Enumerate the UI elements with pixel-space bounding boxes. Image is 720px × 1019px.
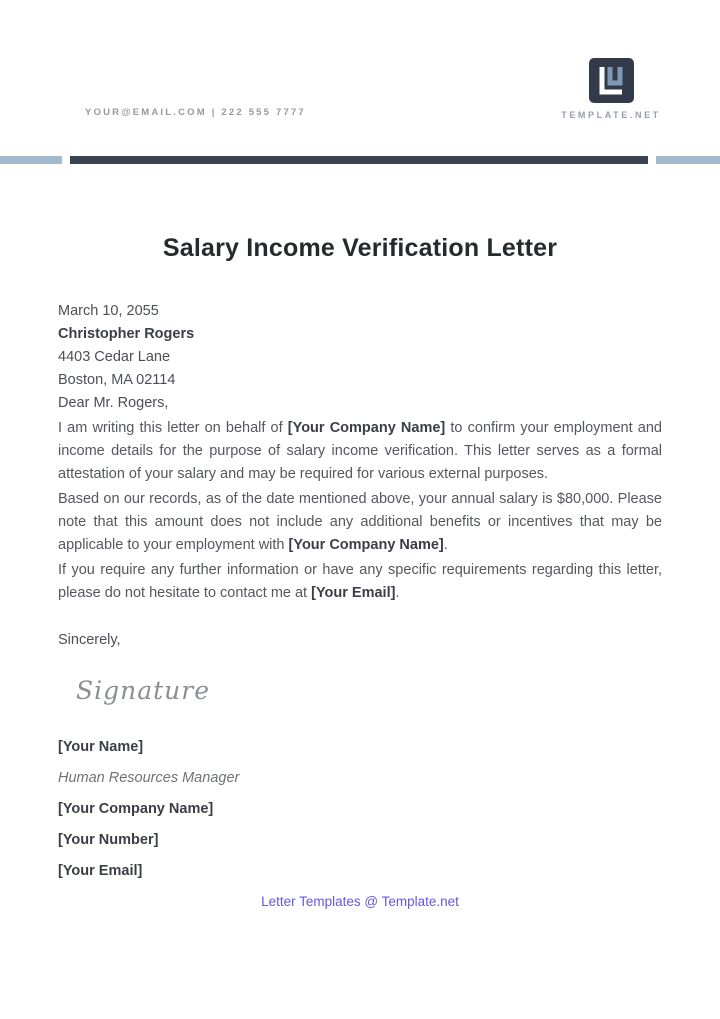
page-footer: [58, 890, 662, 914]
divider-gap: [62, 156, 70, 164]
salutation: Dear Mr. Rogers,: [58, 395, 169, 411]
signer-name: [Your Name]: [58, 739, 144, 755]
letter-date: March 10, 2055: [58, 303, 159, 319]
brand-name: TEMPLATE.NET: [561, 110, 661, 120]
contact-info: YOUR@EMAIL.COM | 222 555 7777: [85, 107, 306, 118]
letter-paragraph: I am writing this letter on behalf of [Your Company Name] to confirm your employment and income details for the purpose of salary income verification. This letter serves as a formal attestation of your salary and may be required for various external purposes.: [58, 420, 662, 482]
footer-link[interactable]: Letter Templates @ Template.net: [261, 894, 459, 909]
divider-segment-light-right: [656, 156, 720, 164]
signature-block: [58, 736, 662, 883]
signer-title: Human Resources Manager: [58, 770, 240, 786]
recipient-address-line2: Boston, MA 02114: [58, 372, 176, 388]
signature-script: Signature: [76, 676, 211, 705]
divider-segment-dark: [70, 156, 648, 164]
divider-gap: [648, 156, 656, 164]
recipient-address-line1: 4403 Cedar Lane: [58, 349, 171, 365]
letterhead: [0, 0, 720, 120]
divider-bar: [0, 156, 720, 164]
signer-company: [Your Company Name]: [58, 801, 214, 817]
letter-paragraph: If you require any further information or have any specific requirements regarding this letter, please do not hesitate to contact me at [Your Email].: [58, 562, 662, 601]
divider-segment-light-left: [0, 156, 62, 164]
template-net-logo-icon: [589, 58, 634, 103]
letter-body: [0, 300, 720, 914]
letter-title: Salary Income Verification Letter: [162, 234, 558, 262]
signer-number: [Your Number]: [58, 832, 159, 848]
closing: Sincerely,: [58, 632, 121, 648]
brand-block: [550, 58, 672, 120]
signer-email: [Your Email]: [58, 863, 143, 879]
letter-paragraph: Based on our records, as of the date mentioned above, your annual salary is $80,000. Please note that this amount does not include any additional benefits or incentives that may be applicable to your employment with [Your Company Name].: [58, 491, 662, 553]
recipient-name: Christopher Rogers: [58, 326, 195, 342]
